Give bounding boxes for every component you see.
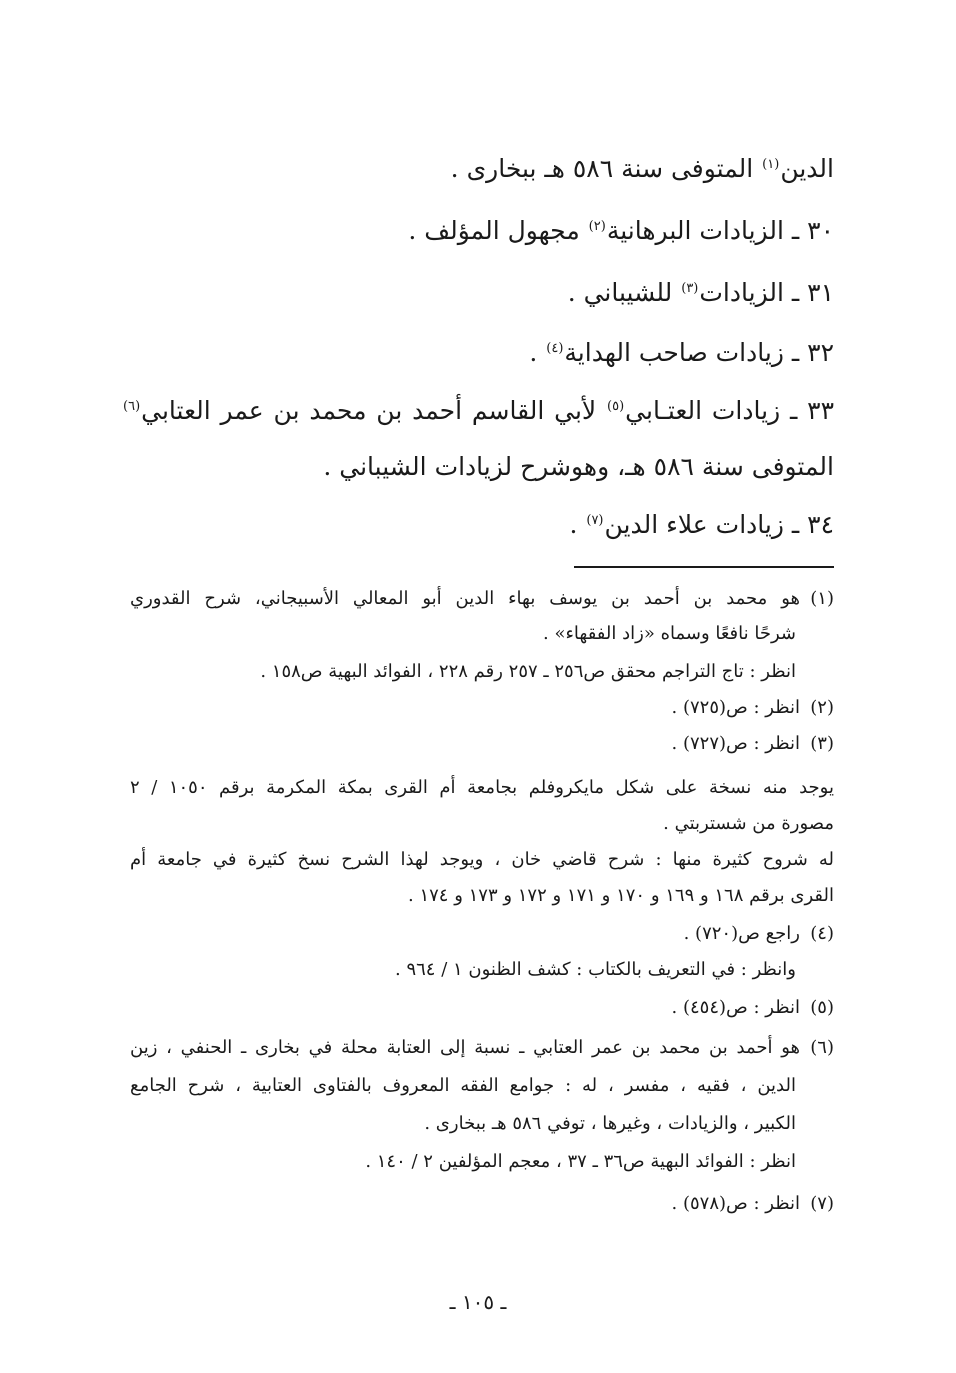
footnote-6-line-2 <box>130 1072 796 1100</box>
footnote-text: هو أحمد بن محمد بن عمر العتابي ـ نسبة إلى العتابة محلة في بخارى ـ الحنفي ، زين <box>130 1037 800 1058</box>
line-text: . <box>569 510 586 539</box>
footnote-ref-5[interactable]: (٥) <box>607 398 625 414</box>
line-text: ٣٢ ـ زيادات صاحب الهداية <box>564 338 834 367</box>
line-text: مجهول المؤلف . <box>408 216 588 245</box>
main-line-1 <box>451 152 834 186</box>
line-text: ٣٤ ـ زيادات علاء الدين <box>604 510 834 539</box>
footnote-3-line-3 <box>663 810 834 838</box>
main-line-6 <box>323 450 834 484</box>
footnote-6-line-1 <box>130 1034 834 1062</box>
footnote-3-line-5 <box>408 882 834 910</box>
footnote-3-line-2 <box>130 774 834 802</box>
footnote-ref-2[interactable]: (٢) <box>588 218 606 234</box>
main-line-5 <box>122 394 834 428</box>
footnote-1-line-2 <box>543 620 796 648</box>
footnote-4-line-1 <box>684 920 834 948</box>
line-text: . <box>529 338 546 367</box>
footnote-ref-6[interactable]: (٦) <box>123 398 141 414</box>
footnote-text: الكبير ، والزيادات ، وغيرها ، توفي ٥٨٦ هـ ببخارى . <box>424 1113 796 1134</box>
footnote-marker: (٤) <box>810 923 834 944</box>
footnote-ref-7[interactable]: (٧) <box>586 512 604 528</box>
footnote-4-line-2 <box>395 956 796 984</box>
footnote-ref-4[interactable]: (٤) <box>546 340 564 356</box>
footnote-divider <box>574 566 834 568</box>
footnote-text: انظر : ص(٤٥٤) . <box>671 997 800 1018</box>
footnote-7-line-1 <box>672 1190 834 1218</box>
footnote-marker: (١) <box>810 588 834 609</box>
main-line-2 <box>408 214 834 248</box>
footnote-text: مصورة من شستربتي . <box>663 813 834 834</box>
footnote-3-line-4 <box>130 846 834 874</box>
footnote-text: انظر : الفوائد البهية ص٣٦ ـ ٣٧ ، معجم المؤلفين ٢ / ١٤٠ . <box>365 1151 796 1172</box>
footnote-text: انظر : ص(٥٧٨) . <box>671 1193 800 1214</box>
footnote-text: له شروح كثيرة منها : شرح قاضي خان ، ويوجد لهذا الشرح نسخ كثيرة في جامعة أم <box>130 849 834 870</box>
line-text: ٣٠ ـ الزيادات البرهانية <box>606 216 834 245</box>
footnote-text: هو محمد بن أحمد بن يوسف بهاء الدين أبو المعالي الأسبيجاني، شرح القدوري <box>130 588 800 609</box>
footnote-6-line-4 <box>365 1148 796 1176</box>
line-text: للشيباني . <box>567 278 681 307</box>
line-text: ٣٣ ـ زيادات العتـابي <box>625 396 834 425</box>
page-number: ـ ١٠٥ ـ <box>449 1290 507 1314</box>
main-line-3 <box>568 276 834 310</box>
footnote-marker: (٦) <box>810 1037 834 1058</box>
footnote-text: انظر : ص(٧٢٧) . <box>671 733 800 754</box>
footnote-marker: (٥) <box>810 997 834 1018</box>
footnote-1-line-1 <box>130 585 834 613</box>
main-line-7 <box>569 508 834 542</box>
footnote-text: انظر : تاج التراجم محقق ص٢٥٦ ـ ٢٥٧ رقم ٢٢٨ ، الفوائد البهية ص١٥٨ . <box>260 661 796 682</box>
footnote-marker: (٢) <box>810 697 834 718</box>
footnote-text: وانظر : في التعريف بالكتاب : كشف الظنون ١ / ٩٦٤ . <box>395 959 796 980</box>
main-line-4 <box>529 336 834 370</box>
footnote-1-line-3 <box>260 658 796 686</box>
footnote-text: الدين ، فقيه ، مفسر ، له : جوامع الفقه المعروف بالفتاوى العتابية ، شرح الجامع <box>130 1075 796 1096</box>
line-text: الدين <box>780 154 834 183</box>
footnote-2-line-1 <box>672 694 834 722</box>
footnote-ref-1[interactable]: (١) <box>762 156 780 172</box>
footnote-5-line-1 <box>672 994 834 1022</box>
line-text: المتوفى سنة ٥٨٦ هـ ببخارى . <box>450 154 762 183</box>
footnote-text: انظر : ص(٧٢٥) . <box>671 697 800 718</box>
line-text: لأبي القاسم أحمد بن محمد بن عمر العتابي <box>141 396 607 425</box>
footnote-text: شرحًا نافعًا وسماه «زاد الفقهاء» . <box>543 623 796 644</box>
footnote-text: راجع ص(٧٢٠) . <box>683 923 800 944</box>
footnote-3-line-1 <box>672 730 834 758</box>
footnote-text: القرى برقم ١٦٨ و ١٦٩ و ١٧٠ و ١٧١ و ١٧٢ و ١٧٣ و ١٧٤ . <box>408 885 834 906</box>
footnote-marker: (٧) <box>810 1193 834 1214</box>
line-text: ٣١ ـ الزيادات <box>699 278 834 307</box>
line-text: المتوفى سنة ٥٨٦ هـ، وهوشرح لزيادات الشيباني . <box>323 452 834 481</box>
footnote-marker: (٣) <box>810 733 834 754</box>
footnote-6-line-3 <box>424 1110 796 1138</box>
footnote-text: يوجد منه نسخة على شكل مايكروفلم بجامعة أم القرى بمكة المكرمة برقم ١٠٥٠ / ٢ <box>130 777 834 798</box>
footnote-ref-3[interactable]: (٣) <box>681 280 699 296</box>
